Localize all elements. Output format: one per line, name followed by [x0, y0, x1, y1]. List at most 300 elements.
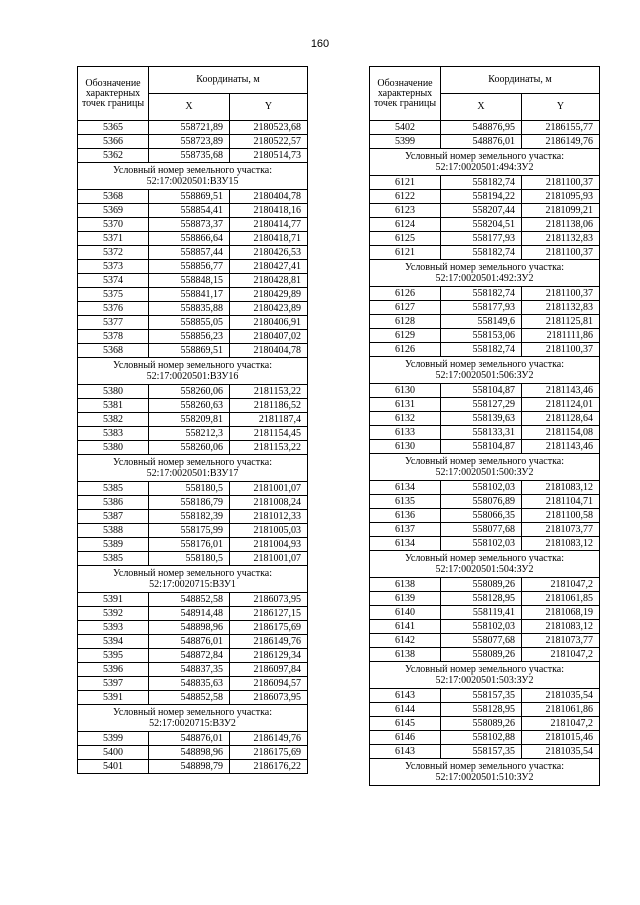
coord-x: 558177,93 — [441, 301, 522, 315]
point-number: 6144 — [370, 703, 441, 717]
point-number: 5396 — [78, 663, 149, 677]
coord-x: 558841,17 — [149, 288, 230, 302]
coord-x: 558149,6 — [441, 315, 522, 329]
coord-x: 548898,96 — [149, 746, 230, 760]
point-number: 6134 — [370, 537, 441, 551]
coord-x: 558102,03 — [441, 537, 522, 551]
coord-x: 558212,3 — [149, 427, 230, 441]
coord-y: 2181047,2 — [522, 578, 600, 592]
table-row — [370, 190, 600, 204]
land-plot-number: Условный номер земельного участка: 52:17:0020715:ВЗУ2 — [78, 705, 308, 732]
coord-x: 558180,5 — [149, 552, 230, 566]
coord-y: 2181047,2 — [522, 648, 600, 662]
coord-x: 558873,37 — [149, 218, 230, 232]
section-row — [370, 551, 600, 578]
point-number: 6130 — [370, 440, 441, 454]
point-number: 5380 — [78, 441, 149, 455]
point-number: 6134 — [370, 481, 441, 495]
coord-x: 558128,95 — [441, 592, 522, 606]
table-row — [78, 246, 308, 260]
coord-y: 2186097,84 — [230, 663, 308, 677]
table-row — [370, 398, 600, 412]
section-row — [78, 358, 308, 385]
coord-x: 548876,95 — [441, 121, 522, 135]
table-row — [370, 731, 600, 745]
land-plot-number: Условный номер земельного участка: 52:17:0020501:494:ЗУ2 — [370, 149, 600, 176]
point-number: 5392 — [78, 607, 149, 621]
header-y: Y — [230, 94, 308, 121]
section-row — [370, 454, 600, 481]
coordinates-table-left — [77, 66, 308, 774]
table-row — [78, 218, 308, 232]
point-number: 6133 — [370, 426, 441, 440]
coord-x: 558866,64 — [149, 232, 230, 246]
coord-y: 2186155,77 — [522, 121, 600, 135]
coord-y: 2181083,12 — [522, 537, 600, 551]
header-designation: Обозначение характерных точек границы — [370, 67, 441, 121]
point-number: 5389 — [78, 538, 149, 552]
section-row — [78, 455, 308, 482]
coord-x: 548876,01 — [149, 635, 230, 649]
point-number: 5391 — [78, 593, 149, 607]
coord-x: 558209,81 — [149, 413, 230, 427]
point-number: 5373 — [78, 260, 149, 274]
point-number: 5376 — [78, 302, 149, 316]
table-row — [370, 412, 600, 426]
coord-y: 2181104,71 — [522, 495, 600, 509]
coord-y: 2186175,69 — [230, 746, 308, 760]
table-row — [370, 329, 600, 343]
section-row — [370, 260, 600, 287]
table-row — [370, 592, 600, 606]
table-row — [78, 510, 308, 524]
point-number: 5393 — [78, 621, 149, 635]
land-plot-number: Условный номер земельного участка: 52:17:0020501:506:ЗУ2 — [370, 357, 600, 384]
coord-x: 548872,84 — [149, 649, 230, 663]
point-number: 6139 — [370, 592, 441, 606]
table-row — [370, 481, 600, 495]
coord-x: 558177,93 — [441, 232, 522, 246]
coord-y: 2181100,37 — [522, 246, 600, 260]
coord-y: 2180428,81 — [230, 274, 308, 288]
point-number: 5386 — [78, 496, 149, 510]
coord-y: 2186149,76 — [230, 732, 308, 746]
point-number: 6126 — [370, 343, 441, 357]
coord-x: 558139,63 — [441, 412, 522, 426]
coord-y: 2180427,41 — [230, 260, 308, 274]
point-number: 6125 — [370, 232, 441, 246]
coord-x: 558089,26 — [441, 578, 522, 592]
coord-x: 558182,74 — [441, 287, 522, 301]
coord-y: 2181095,93 — [522, 190, 600, 204]
table-row — [370, 440, 600, 454]
point-number: 5368 — [78, 190, 149, 204]
coord-x: 558127,29 — [441, 398, 522, 412]
point-number: 5366 — [78, 135, 149, 149]
coord-y: 2181128,64 — [522, 412, 600, 426]
point-number: 6138 — [370, 578, 441, 592]
coord-y: 2181083,12 — [522, 620, 600, 634]
coord-x: 548852,58 — [149, 691, 230, 705]
point-number: 6122 — [370, 190, 441, 204]
coord-y: 2181035,54 — [522, 745, 600, 759]
coord-x: 558133,31 — [441, 426, 522, 440]
land-plot-number: Условный номер земельного участка: 52:17:0020501:ВЗУ17 — [78, 455, 308, 482]
coord-x: 558260,06 — [149, 385, 230, 399]
coord-x: 558260,63 — [149, 399, 230, 413]
coord-x: 558175,99 — [149, 524, 230, 538]
point-number: 5383 — [78, 427, 149, 441]
coord-y: 2180418,16 — [230, 204, 308, 218]
table-row — [370, 176, 600, 190]
coord-y: 2181132,83 — [522, 301, 600, 315]
coord-x: 558182,74 — [441, 343, 522, 357]
point-number: 5385 — [78, 552, 149, 566]
coord-y: 2181073,77 — [522, 634, 600, 648]
table-row — [370, 703, 600, 717]
coord-y: 2181099,21 — [522, 204, 600, 218]
land-plot-number: Условный номер земельного участка: 52:17:0020501:492:ЗУ2 — [370, 260, 600, 287]
land-plot-number: Условный номер земельного участка: 52:17:0020501:504:ЗУ2 — [370, 551, 600, 578]
coord-x: 558102,88 — [441, 731, 522, 745]
coord-y: 2186175,69 — [230, 621, 308, 635]
table-row — [78, 399, 308, 413]
coordinates-table-right — [369, 66, 600, 786]
table-row — [370, 384, 600, 398]
point-number: 5387 — [78, 510, 149, 524]
coord-x: 558153,06 — [441, 329, 522, 343]
point-number: 5399 — [370, 135, 441, 149]
coord-y: 2181100,37 — [522, 343, 600, 357]
coord-y: 2181138,06 — [522, 218, 600, 232]
coord-x: 558260,06 — [149, 441, 230, 455]
table-row — [78, 204, 308, 218]
coord-y: 2180404,78 — [230, 190, 308, 204]
table-row — [370, 717, 600, 731]
coord-x: 558186,79 — [149, 496, 230, 510]
coord-y: 2181100,37 — [522, 176, 600, 190]
coord-y: 2181187,4 — [230, 413, 308, 427]
point-number: 5401 — [78, 760, 149, 774]
point-number: 6143 — [370, 689, 441, 703]
coord-y: 2181132,83 — [522, 232, 600, 246]
point-number: 5382 — [78, 413, 149, 427]
coord-x: 558723,89 — [149, 135, 230, 149]
point-number: 5385 — [78, 482, 149, 496]
coord-y: 2186073,95 — [230, 593, 308, 607]
land-plot-number: Условный номер земельного участка: 52:17:0020501:500:ЗУ2 — [370, 454, 600, 481]
coord-y: 2181004,93 — [230, 538, 308, 552]
coord-y: 2180429,89 — [230, 288, 308, 302]
table-row — [78, 149, 308, 163]
point-number: 5370 — [78, 218, 149, 232]
table-row — [370, 121, 600, 135]
table-body-right — [370, 121, 600, 786]
coord-y: 2181012,33 — [230, 510, 308, 524]
table-row — [370, 523, 600, 537]
coord-y: 2186094,57 — [230, 677, 308, 691]
point-number: 6124 — [370, 218, 441, 232]
coord-y: 2181047,2 — [522, 717, 600, 731]
point-number: 5391 — [78, 691, 149, 705]
coord-y: 2181111,86 — [522, 329, 600, 343]
point-number: 5399 — [78, 732, 149, 746]
coord-x: 558735,68 — [149, 149, 230, 163]
point-number: 6146 — [370, 731, 441, 745]
coord-y: 2180404,78 — [230, 344, 308, 358]
table-row — [78, 691, 308, 705]
point-number: 5372 — [78, 246, 149, 260]
table-row — [370, 232, 600, 246]
point-number: 6137 — [370, 523, 441, 537]
table-row — [370, 620, 600, 634]
table-row — [78, 441, 308, 455]
table-row — [78, 232, 308, 246]
coord-y: 2180423,89 — [230, 302, 308, 316]
table-row — [370, 578, 600, 592]
table-row — [78, 524, 308, 538]
coord-y: 2181124,01 — [522, 398, 600, 412]
section-row — [370, 662, 600, 689]
point-number: 6145 — [370, 717, 441, 731]
coord-x: 548876,01 — [149, 732, 230, 746]
coord-x: 558157,35 — [441, 689, 522, 703]
coord-y: 2181001,07 — [230, 482, 308, 496]
table-row — [78, 427, 308, 441]
point-number: 5368 — [78, 344, 149, 358]
coord-y: 2180406,91 — [230, 316, 308, 330]
point-number: 5378 — [78, 330, 149, 344]
coord-x: 548837,35 — [149, 663, 230, 677]
table-body-left — [78, 121, 308, 774]
table-row — [78, 302, 308, 316]
coord-y: 2186127,15 — [230, 607, 308, 621]
point-number: 6126 — [370, 287, 441, 301]
point-number: 6143 — [370, 745, 441, 759]
point-number: 5365 — [78, 121, 149, 135]
coord-y: 2180426,53 — [230, 246, 308, 260]
table-row — [78, 663, 308, 677]
coord-y: 2181061,85 — [522, 592, 600, 606]
coord-x: 558835,88 — [149, 302, 230, 316]
header-coordinates: Координаты, м — [441, 67, 600, 94]
point-number: 6123 — [370, 204, 441, 218]
table-row — [78, 121, 308, 135]
coord-y: 2180522,57 — [230, 135, 308, 149]
coord-x: 558089,26 — [441, 648, 522, 662]
section-row — [78, 163, 308, 190]
header-x: X — [149, 94, 230, 121]
point-number: 6129 — [370, 329, 441, 343]
point-number: 6121 — [370, 246, 441, 260]
table-row — [370, 246, 600, 260]
table-row — [78, 649, 308, 663]
coord-y: 2186129,34 — [230, 649, 308, 663]
coord-x: 558854,41 — [149, 204, 230, 218]
table-row — [78, 746, 308, 760]
point-number: 6135 — [370, 495, 441, 509]
coord-x: 558721,89 — [149, 121, 230, 135]
table-row — [78, 732, 308, 746]
table-row — [78, 330, 308, 344]
point-number: 5375 — [78, 288, 149, 302]
coord-y: 2180414,77 — [230, 218, 308, 232]
table-row — [78, 288, 308, 302]
table-row — [78, 496, 308, 510]
coord-x: 558102,03 — [441, 481, 522, 495]
coord-y: 2181125,81 — [522, 315, 600, 329]
section-row — [78, 566, 308, 593]
coord-y: 2181068,19 — [522, 606, 600, 620]
coord-x: 558104,87 — [441, 440, 522, 454]
coord-y: 2186149,76 — [230, 635, 308, 649]
table-row — [370, 648, 600, 662]
table-row — [370, 606, 600, 620]
coord-y: 2181001,07 — [230, 552, 308, 566]
table-row — [78, 677, 308, 691]
point-number: 5397 — [78, 677, 149, 691]
table-row — [370, 634, 600, 648]
coord-x: 548876,01 — [441, 135, 522, 149]
table-row — [370, 689, 600, 703]
coord-y: 2186073,95 — [230, 691, 308, 705]
page-number: 160 — [310, 38, 330, 50]
header-designation: Обозначение характерных точек границы — [78, 67, 149, 121]
table-row — [78, 635, 308, 649]
coord-y: 2181186,52 — [230, 399, 308, 413]
table-row — [370, 426, 600, 440]
coord-y: 2181083,12 — [522, 481, 600, 495]
point-number: 5388 — [78, 524, 149, 538]
coord-y: 2181035,54 — [522, 689, 600, 703]
coord-x: 558207,44 — [441, 204, 522, 218]
table-row — [78, 260, 308, 274]
point-number: 6131 — [370, 398, 441, 412]
point-number: 5402 — [370, 121, 441, 135]
point-number: 6127 — [370, 301, 441, 315]
land-plot-number: Условный номер земельного участка: 52:17:0020501:ВЗУ16 — [78, 358, 308, 385]
point-number: 5380 — [78, 385, 149, 399]
coord-x: 558182,39 — [149, 510, 230, 524]
coord-x: 558089,26 — [441, 717, 522, 731]
coord-y: 2181061,86 — [522, 703, 600, 717]
coord-y: 2181008,24 — [230, 496, 308, 510]
table-row — [78, 607, 308, 621]
land-plot-number: Условный номер земельного участка: 52:17:0020715:ВЗУ1 — [78, 566, 308, 593]
coord-x: 558066,35 — [441, 509, 522, 523]
point-number: 6142 — [370, 634, 441, 648]
coord-y: 2181153,22 — [230, 385, 308, 399]
table-row — [370, 537, 600, 551]
table-row — [370, 315, 600, 329]
section-row — [370, 759, 600, 786]
coord-x: 558119,41 — [441, 606, 522, 620]
land-plot-number: Условный номер земельного участка: 52:17:0020501:510:ЗУ2 — [370, 759, 600, 786]
coord-x: 558856,77 — [149, 260, 230, 274]
land-plot-number: Условный номер земельного участка: 52:17:0020501:503:ЗУ2 — [370, 662, 600, 689]
coord-y: 2186149,76 — [522, 135, 600, 149]
table-row — [370, 745, 600, 759]
point-number: 6140 — [370, 606, 441, 620]
table-row — [370, 301, 600, 315]
table-row — [370, 287, 600, 301]
point-number: 6130 — [370, 384, 441, 398]
table-row — [78, 760, 308, 774]
table-row — [78, 316, 308, 330]
coord-y: 2181015,46 — [522, 731, 600, 745]
table-row — [78, 482, 308, 496]
table-row — [78, 190, 308, 204]
coord-x: 558869,51 — [149, 344, 230, 358]
point-number: 5369 — [78, 204, 149, 218]
coord-x: 548914,48 — [149, 607, 230, 621]
point-number: 5377 — [78, 316, 149, 330]
coord-x: 558077,68 — [441, 523, 522, 537]
table-row — [78, 135, 308, 149]
coord-x: 558204,51 — [441, 218, 522, 232]
section-row — [370, 357, 600, 384]
land-plot-number: Условный номер земельного участка: 52:17:0020501:ВЗУ15 — [78, 163, 308, 190]
point-number: 5400 — [78, 746, 149, 760]
header-y: Y — [522, 94, 600, 121]
coord-x: 558182,74 — [441, 246, 522, 260]
point-number: 6138 — [370, 648, 441, 662]
coord-x: 558180,5 — [149, 482, 230, 496]
coord-x: 558857,44 — [149, 246, 230, 260]
point-number: 5381 — [78, 399, 149, 413]
table-row — [78, 593, 308, 607]
coord-y: 2180418,71 — [230, 232, 308, 246]
table-row — [370, 218, 600, 232]
coord-x: 558102,03 — [441, 620, 522, 634]
coord-x: 558104,87 — [441, 384, 522, 398]
point-number: 5395 — [78, 649, 149, 663]
coord-x: 548852,58 — [149, 593, 230, 607]
point-number: 6121 — [370, 176, 441, 190]
section-row — [370, 149, 600, 176]
point-number: 6141 — [370, 620, 441, 634]
coord-y: 2180407,02 — [230, 330, 308, 344]
table-row — [78, 621, 308, 635]
table-row — [370, 343, 600, 357]
coord-x: 558076,89 — [441, 495, 522, 509]
table-row — [78, 274, 308, 288]
table-row — [78, 552, 308, 566]
coord-x: 558869,51 — [149, 190, 230, 204]
point-number: 6132 — [370, 412, 441, 426]
coord-y: 2181005,03 — [230, 524, 308, 538]
table-row — [370, 509, 600, 523]
point-number: 6136 — [370, 509, 441, 523]
coord-y: 2181100,58 — [522, 509, 600, 523]
table-row — [78, 538, 308, 552]
point-number: 5394 — [78, 635, 149, 649]
point-number: 6128 — [370, 315, 441, 329]
coord-y: 2181143,46 — [522, 384, 600, 398]
table-row — [370, 495, 600, 509]
table-row — [78, 413, 308, 427]
table-row — [370, 204, 600, 218]
header-x: X — [441, 94, 522, 121]
coord-y: 2181073,77 — [522, 523, 600, 537]
header-coordinates: Координаты, м — [149, 67, 308, 94]
coord-x: 548898,79 — [149, 760, 230, 774]
coord-x: 558077,68 — [441, 634, 522, 648]
point-number: 5374 — [78, 274, 149, 288]
coord-y: 2181143,46 — [522, 440, 600, 454]
point-number: 5362 — [78, 149, 149, 163]
table-row — [370, 135, 600, 149]
